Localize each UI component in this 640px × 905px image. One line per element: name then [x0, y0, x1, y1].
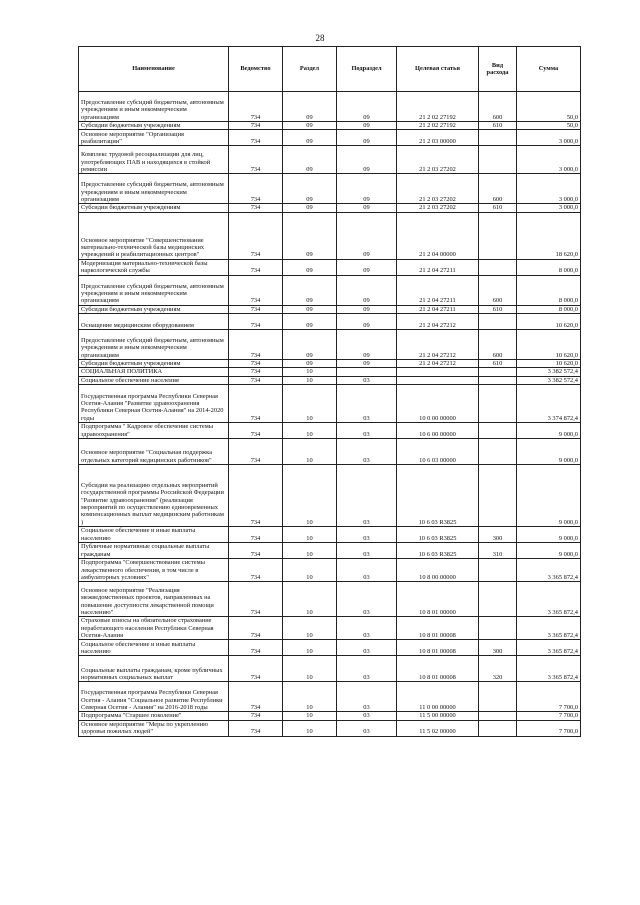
row-section-cell: 10	[283, 439, 337, 465]
table-row	[79, 130, 581, 146]
row-target-item-cell: 21 2 03 27202	[397, 146, 479, 174]
row-target-item-cell: 10 8 01 00000	[397, 582, 479, 617]
row-name-cell: Предоставление субсидий бюджетным, автономным учреждениям и иным некоммерческим организациям	[79, 330, 229, 360]
row-expense-type-cell	[479, 146, 517, 174]
row-expense-type-cell: 600	[479, 330, 517, 360]
row-subsection-cell: 09	[337, 305, 397, 313]
row-subsection-cell: 03	[337, 465, 397, 527]
row-target-item-cell: 10 6 03 R3825	[397, 527, 479, 543]
row-target-item-cell: 21 2 04 27212	[397, 360, 479, 368]
row-target-item-cell: 10 6 03 R3825	[397, 543, 479, 559]
row-section-cell: 09	[283, 174, 337, 204]
row-expense-type-cell	[479, 259, 517, 275]
row-department-cell: 734	[229, 682, 283, 712]
row-target-item-cell: 10 6 03 R3825	[397, 465, 479, 527]
row-amount-cell: 3 365 872,4	[517, 559, 581, 582]
table-row	[79, 543, 581, 559]
row-section-cell: 09	[283, 204, 337, 212]
row-expense-type-cell	[479, 617, 517, 640]
row-section-cell: 10	[283, 465, 337, 527]
row-expense-type-cell	[479, 376, 517, 384]
row-name-cell: Основное мероприятие "Социальная поддержка отдельных категорий медицинских работников"	[79, 439, 229, 465]
row-department-cell: 734	[229, 275, 283, 305]
row-subsection-cell: 03	[337, 527, 397, 543]
row-target-item-cell: 21 2 02 27192	[397, 92, 479, 122]
row-department-cell: 734	[229, 559, 283, 582]
row-department-cell: 734	[229, 212, 283, 259]
table-row	[79, 314, 581, 330]
row-subsection-cell: 03	[337, 582, 397, 617]
row-amount-cell: 3 000,0	[517, 204, 581, 212]
row-expense-type-cell: 600	[479, 275, 517, 305]
row-expense-type-cell	[479, 368, 517, 376]
row-subsection-cell: 09	[337, 204, 397, 212]
row-section-cell: 09	[283, 305, 337, 313]
row-expense-type-cell	[479, 712, 517, 720]
table-header-row	[79, 47, 581, 92]
row-subsection-cell: 09	[337, 330, 397, 360]
row-department-cell: 734	[229, 122, 283, 130]
row-target-item-cell: 21 2 03 00000	[397, 130, 479, 146]
row-department-cell: 734	[229, 376, 283, 384]
row-section-cell: 10	[283, 385, 337, 423]
row-target-item-cell: 10 8 01 00008	[397, 640, 479, 656]
row-subsection-cell: 09	[337, 146, 397, 174]
row-target-item-cell	[397, 376, 479, 384]
row-section-cell: 10	[283, 376, 337, 384]
table-row	[79, 92, 581, 122]
row-department-cell: 734	[229, 330, 283, 360]
page-number: 28	[315, 33, 325, 43]
row-amount-cell: 8 000,0	[517, 305, 581, 313]
table-row	[79, 712, 581, 720]
table-row	[79, 376, 581, 384]
row-name-cell: Оснащение медицинским оборудованием	[79, 314, 229, 330]
row-name-cell: Государственная программа Республики Северная Осетия-Алания "Развитие здравоохранения Республики Северная Осетия-Алания" на 2014-2020 годы	[79, 385, 229, 423]
row-subsection-cell: 03	[337, 559, 397, 582]
row-subsection-cell: 03	[337, 640, 397, 656]
row-section-cell: 09	[283, 259, 337, 275]
row-expense-type-cell	[479, 682, 517, 712]
table-row	[79, 174, 581, 204]
row-expense-type-cell	[479, 314, 517, 330]
table-row	[79, 368, 581, 376]
row-subsection-cell: 09	[337, 275, 397, 305]
table-row	[79, 305, 581, 313]
row-expense-type-cell	[479, 720, 517, 736]
row-subsection-cell: 09	[337, 259, 397, 275]
table-row	[79, 385, 581, 423]
header-amount: Сумма	[517, 47, 581, 92]
row-amount-cell: 3 382 572,4	[517, 376, 581, 384]
row-name-cell: Модернизация материально-технической базы наркологической службы	[79, 259, 229, 275]
row-target-item-cell: 10 0 00 00000	[397, 385, 479, 423]
row-target-item-cell: 21 2 03 27202	[397, 204, 479, 212]
row-subsection-cell: 09	[337, 314, 397, 330]
row-section-cell: 10	[283, 582, 337, 617]
row-name-cell: Подпрограмма " Кадровое обеспечение системы здравоохранения"	[79, 423, 229, 439]
row-target-item-cell: 11 5 02 00000	[397, 720, 479, 736]
row-subsection-cell: 03	[337, 423, 397, 439]
row-name-cell: Предоставление субсидий бюджетным, автономным учреждениям и иным некоммерческим организациям	[79, 174, 229, 204]
row-section-cell: 10	[283, 617, 337, 640]
row-amount-cell: 9 000,0	[517, 423, 581, 439]
row-amount-cell: 7 700,0	[517, 720, 581, 736]
row-section-cell: 10	[283, 543, 337, 559]
row-section-cell: 10	[283, 423, 337, 439]
row-amount-cell: 8 000,0	[517, 259, 581, 275]
row-department-cell: 734	[229, 305, 283, 313]
row-name-cell: Страховые взносы на обязательное страхование неработающего населения Республики Северная Осетия-Алания	[79, 617, 229, 640]
row-name-cell: Социальное обеспечение и иные выплаты населению	[79, 527, 229, 543]
row-target-item-cell: 11 0 00 00000	[397, 682, 479, 712]
table-row	[79, 682, 581, 712]
table-row	[79, 527, 581, 543]
header-subsection: Подраздел	[337, 47, 397, 92]
row-department-cell: 734	[229, 368, 283, 376]
row-section-cell: 10	[283, 712, 337, 720]
row-amount-cell: 10 620,0	[517, 330, 581, 360]
row-name-cell: Подпрограмма "Старшее поколение"	[79, 712, 229, 720]
table-row	[79, 656, 581, 682]
row-amount-cell: 3 000,0	[517, 130, 581, 146]
table-row	[79, 212, 581, 259]
row-department-cell: 734	[229, 174, 283, 204]
row-department-cell: 734	[229, 617, 283, 640]
table-row	[79, 423, 581, 439]
row-amount-cell: 9 000,0	[517, 543, 581, 559]
row-section-cell: 09	[283, 212, 337, 259]
row-subsection-cell: 03	[337, 385, 397, 423]
row-section-cell: 10	[283, 720, 337, 736]
row-amount-cell: 9 000,0	[517, 439, 581, 465]
row-department-cell: 734	[229, 314, 283, 330]
row-expense-type-cell: 610	[479, 122, 517, 130]
row-amount-cell: 3 382 572,4	[517, 368, 581, 376]
row-department-cell: 734	[229, 582, 283, 617]
row-name-cell: Комплекс трудовой ресоциализации для лиц, употребляющих ПАВ и находящихся в стойкой ремиссии	[79, 146, 229, 174]
row-expense-type-cell	[479, 582, 517, 617]
row-name-cell: Предоставление субсидий бюджетным, автономным учреждениям и иным некоммерческим организациям	[79, 92, 229, 122]
row-expense-type-cell: 300	[479, 527, 517, 543]
row-target-item-cell: 21 2 04 27212	[397, 314, 479, 330]
row-amount-cell: 7 700,0	[517, 682, 581, 712]
row-section-cell: 09	[283, 146, 337, 174]
row-expense-type-cell: 310	[479, 543, 517, 559]
table-row	[79, 617, 581, 640]
row-name-cell: Социальные выплаты гражданам, кроме публичных нормативных социальных выплат	[79, 656, 229, 682]
row-target-item-cell: 10 6 00 00000	[397, 423, 479, 439]
row-expense-type-cell	[479, 130, 517, 146]
row-amount-cell: 3 365 872,4	[517, 656, 581, 682]
row-department-cell: 734	[229, 130, 283, 146]
row-target-item-cell: 11 5 00 00000	[397, 712, 479, 720]
row-name-cell: СОЦИАЛЬНАЯ ПОЛИТИКА	[79, 368, 229, 376]
row-amount-cell: 50,0	[517, 92, 581, 122]
table-row	[79, 122, 581, 130]
row-department-cell: 734	[229, 204, 283, 212]
row-name-cell: Субсидии на реализацию отдельных мероприятий государственной программы Российской Федерации "Развитие здравоохранения" (реализация мероприятий по осуществлению единовременных компенсационных выплат медицинским работникам )	[79, 465, 229, 527]
row-expense-type-cell: 600	[479, 174, 517, 204]
row-expense-type-cell	[479, 212, 517, 259]
row-section-cell: 09	[283, 130, 337, 146]
row-subsection-cell: 09	[337, 130, 397, 146]
row-department-cell: 734	[229, 712, 283, 720]
table-row	[79, 259, 581, 275]
row-target-item-cell: 21 2 04 27211	[397, 275, 479, 305]
row-subsection-cell: 03	[337, 376, 397, 384]
row-target-item-cell: 10 8 01 00008	[397, 617, 479, 640]
row-department-cell: 734	[229, 385, 283, 423]
row-subsection-cell: 03	[337, 617, 397, 640]
row-target-item-cell	[397, 368, 479, 376]
row-department-cell: 734	[229, 360, 283, 368]
table-row	[79, 640, 581, 656]
table-row	[79, 582, 581, 617]
row-amount-cell: 3 365 872,4	[517, 617, 581, 640]
row-section-cell: 09	[283, 360, 337, 368]
row-target-item-cell: 21 2 04 00000	[397, 212, 479, 259]
row-amount-cell: 3 365 872,4	[517, 582, 581, 617]
row-department-cell: 734	[229, 439, 283, 465]
row-name-cell: Государственная программа Республики Северная Осетия - Алания "Социальное развитие Республики Северная Осетия - Алания" на 2016-2018 годы	[79, 682, 229, 712]
row-name-cell: Социальное обеспечение населения	[79, 376, 229, 384]
row-section-cell: 10	[283, 527, 337, 543]
row-amount-cell: 9 000,0	[517, 465, 581, 527]
row-department-cell: 734	[229, 146, 283, 174]
row-subsection-cell: 09	[337, 212, 397, 259]
row-expense-type-cell	[479, 439, 517, 465]
row-department-cell: 734	[229, 527, 283, 543]
row-amount-cell: 3 365 872,4	[517, 640, 581, 656]
row-name-cell: Публичные нормативные социальные выплаты гражданам	[79, 543, 229, 559]
row-subsection-cell: 03	[337, 439, 397, 465]
row-target-item-cell: 21 2 02 27192	[397, 122, 479, 130]
row-expense-type-cell	[479, 423, 517, 439]
row-expense-type-cell: 320	[479, 656, 517, 682]
row-expense-type-cell	[479, 385, 517, 423]
row-subsection-cell: 03	[337, 543, 397, 559]
table-row	[79, 146, 581, 174]
row-section-cell: 10	[283, 682, 337, 712]
row-amount-cell: 3 000,0	[517, 174, 581, 204]
row-subsection-cell: 03	[337, 720, 397, 736]
row-amount-cell: 7 700,0	[517, 712, 581, 720]
header-section: Раздел	[283, 47, 337, 92]
table-row	[79, 275, 581, 305]
header-target-item: Целевая статья	[397, 47, 479, 92]
table-row	[79, 559, 581, 582]
row-target-item-cell: 10 8 00 00000	[397, 559, 479, 582]
row-name-cell: Субсидии бюджетным учреждениям	[79, 360, 229, 368]
table-row	[79, 360, 581, 368]
row-name-cell: Основное мероприятие "Совершенствование материально-технической базы медицинских учреждений и реабилитационных центров"	[79, 212, 229, 259]
row-section-cell: 10	[283, 368, 337, 376]
row-name-cell: Субсидии бюджетным учреждениям	[79, 204, 229, 212]
row-section-cell: 09	[283, 314, 337, 330]
row-expense-type-cell	[479, 559, 517, 582]
row-name-cell: Подпрограмма "Совершенствование системы лекарственного обеспечения, в том числе в амбулаторных условиях"	[79, 559, 229, 582]
header-expense-type: Вид расхода	[479, 47, 517, 92]
row-name-cell: Основное мероприятие "Реализация межведомственных проектов, направленных на повышение доступности лекарственной помощи населению"	[79, 582, 229, 617]
row-section-cell: 10	[283, 656, 337, 682]
row-subsection-cell: 09	[337, 92, 397, 122]
table-row	[79, 204, 581, 212]
row-department-cell: 734	[229, 259, 283, 275]
row-name-cell: Субсидии бюджетным учреждениям	[79, 305, 229, 313]
row-name-cell: Социальное обеспечение и иные выплаты населению	[79, 640, 229, 656]
table-row	[79, 330, 581, 360]
table-row	[79, 465, 581, 527]
row-department-cell: 734	[229, 543, 283, 559]
row-section-cell: 09	[283, 122, 337, 130]
row-amount-cell: 3 000,0	[517, 146, 581, 174]
row-name-cell: Предоставление субсидий бюджетным, автономным учреждениям и иным некоммерческим организациям	[79, 275, 229, 305]
row-subsection-cell: 09	[337, 174, 397, 204]
header-department: Ведомство	[229, 47, 283, 92]
row-subsection-cell: 03	[337, 712, 397, 720]
row-target-item-cell: 21 2 04 27212	[397, 330, 479, 360]
row-expense-type-cell: 610	[479, 305, 517, 313]
row-department-cell: 734	[229, 465, 283, 527]
row-amount-cell: 18 620,0	[517, 212, 581, 259]
table-row	[79, 720, 581, 736]
row-target-item-cell: 10 8 01 00008	[397, 656, 479, 682]
row-expense-type-cell: 610	[479, 204, 517, 212]
row-subsection-cell: 09	[337, 360, 397, 368]
row-target-item-cell: 10 6 03 00000	[397, 439, 479, 465]
row-name-cell: Основное мероприятие "Организация реабилитации"	[79, 130, 229, 146]
row-department-cell: 734	[229, 423, 283, 439]
row-expense-type-cell: 600	[479, 92, 517, 122]
row-department-cell: 734	[229, 640, 283, 656]
row-subsection-cell	[337, 368, 397, 376]
row-amount-cell: 3 374 872,4	[517, 385, 581, 423]
row-amount-cell: 10 620,0	[517, 360, 581, 368]
row-section-cell: 09	[283, 275, 337, 305]
row-section-cell: 10	[283, 559, 337, 582]
table-row	[79, 439, 581, 465]
row-expense-type-cell	[479, 465, 517, 527]
row-department-cell: 734	[229, 656, 283, 682]
budget-table	[78, 46, 581, 737]
row-amount-cell: 8 000,0	[517, 275, 581, 305]
row-subsection-cell: 09	[337, 122, 397, 130]
row-amount-cell: 9 000,0	[517, 527, 581, 543]
row-subsection-cell: 03	[337, 682, 397, 712]
row-department-cell: 734	[229, 92, 283, 122]
row-name-cell: Основное мероприятие "Меры по укреплению здоровья пожилых людей"	[79, 720, 229, 736]
row-expense-type-cell: 610	[479, 360, 517, 368]
row-expense-type-cell: 300	[479, 640, 517, 656]
row-section-cell: 09	[283, 92, 337, 122]
row-name-cell: Субсидии бюджетным учреждениям	[79, 122, 229, 130]
row-department-cell: 734	[229, 720, 283, 736]
row-target-item-cell: 21 2 03 27202	[397, 174, 479, 204]
row-target-item-cell: 21 2 04 27211	[397, 259, 479, 275]
row-section-cell: 10	[283, 640, 337, 656]
header-name: Наименование	[79, 47, 229, 92]
row-target-item-cell: 21 2 04 27211	[397, 305, 479, 313]
row-subsection-cell: 03	[337, 656, 397, 682]
row-section-cell: 09	[283, 330, 337, 360]
row-amount-cell: 50,0	[517, 122, 581, 130]
row-amount-cell: 10 620,0	[517, 314, 581, 330]
